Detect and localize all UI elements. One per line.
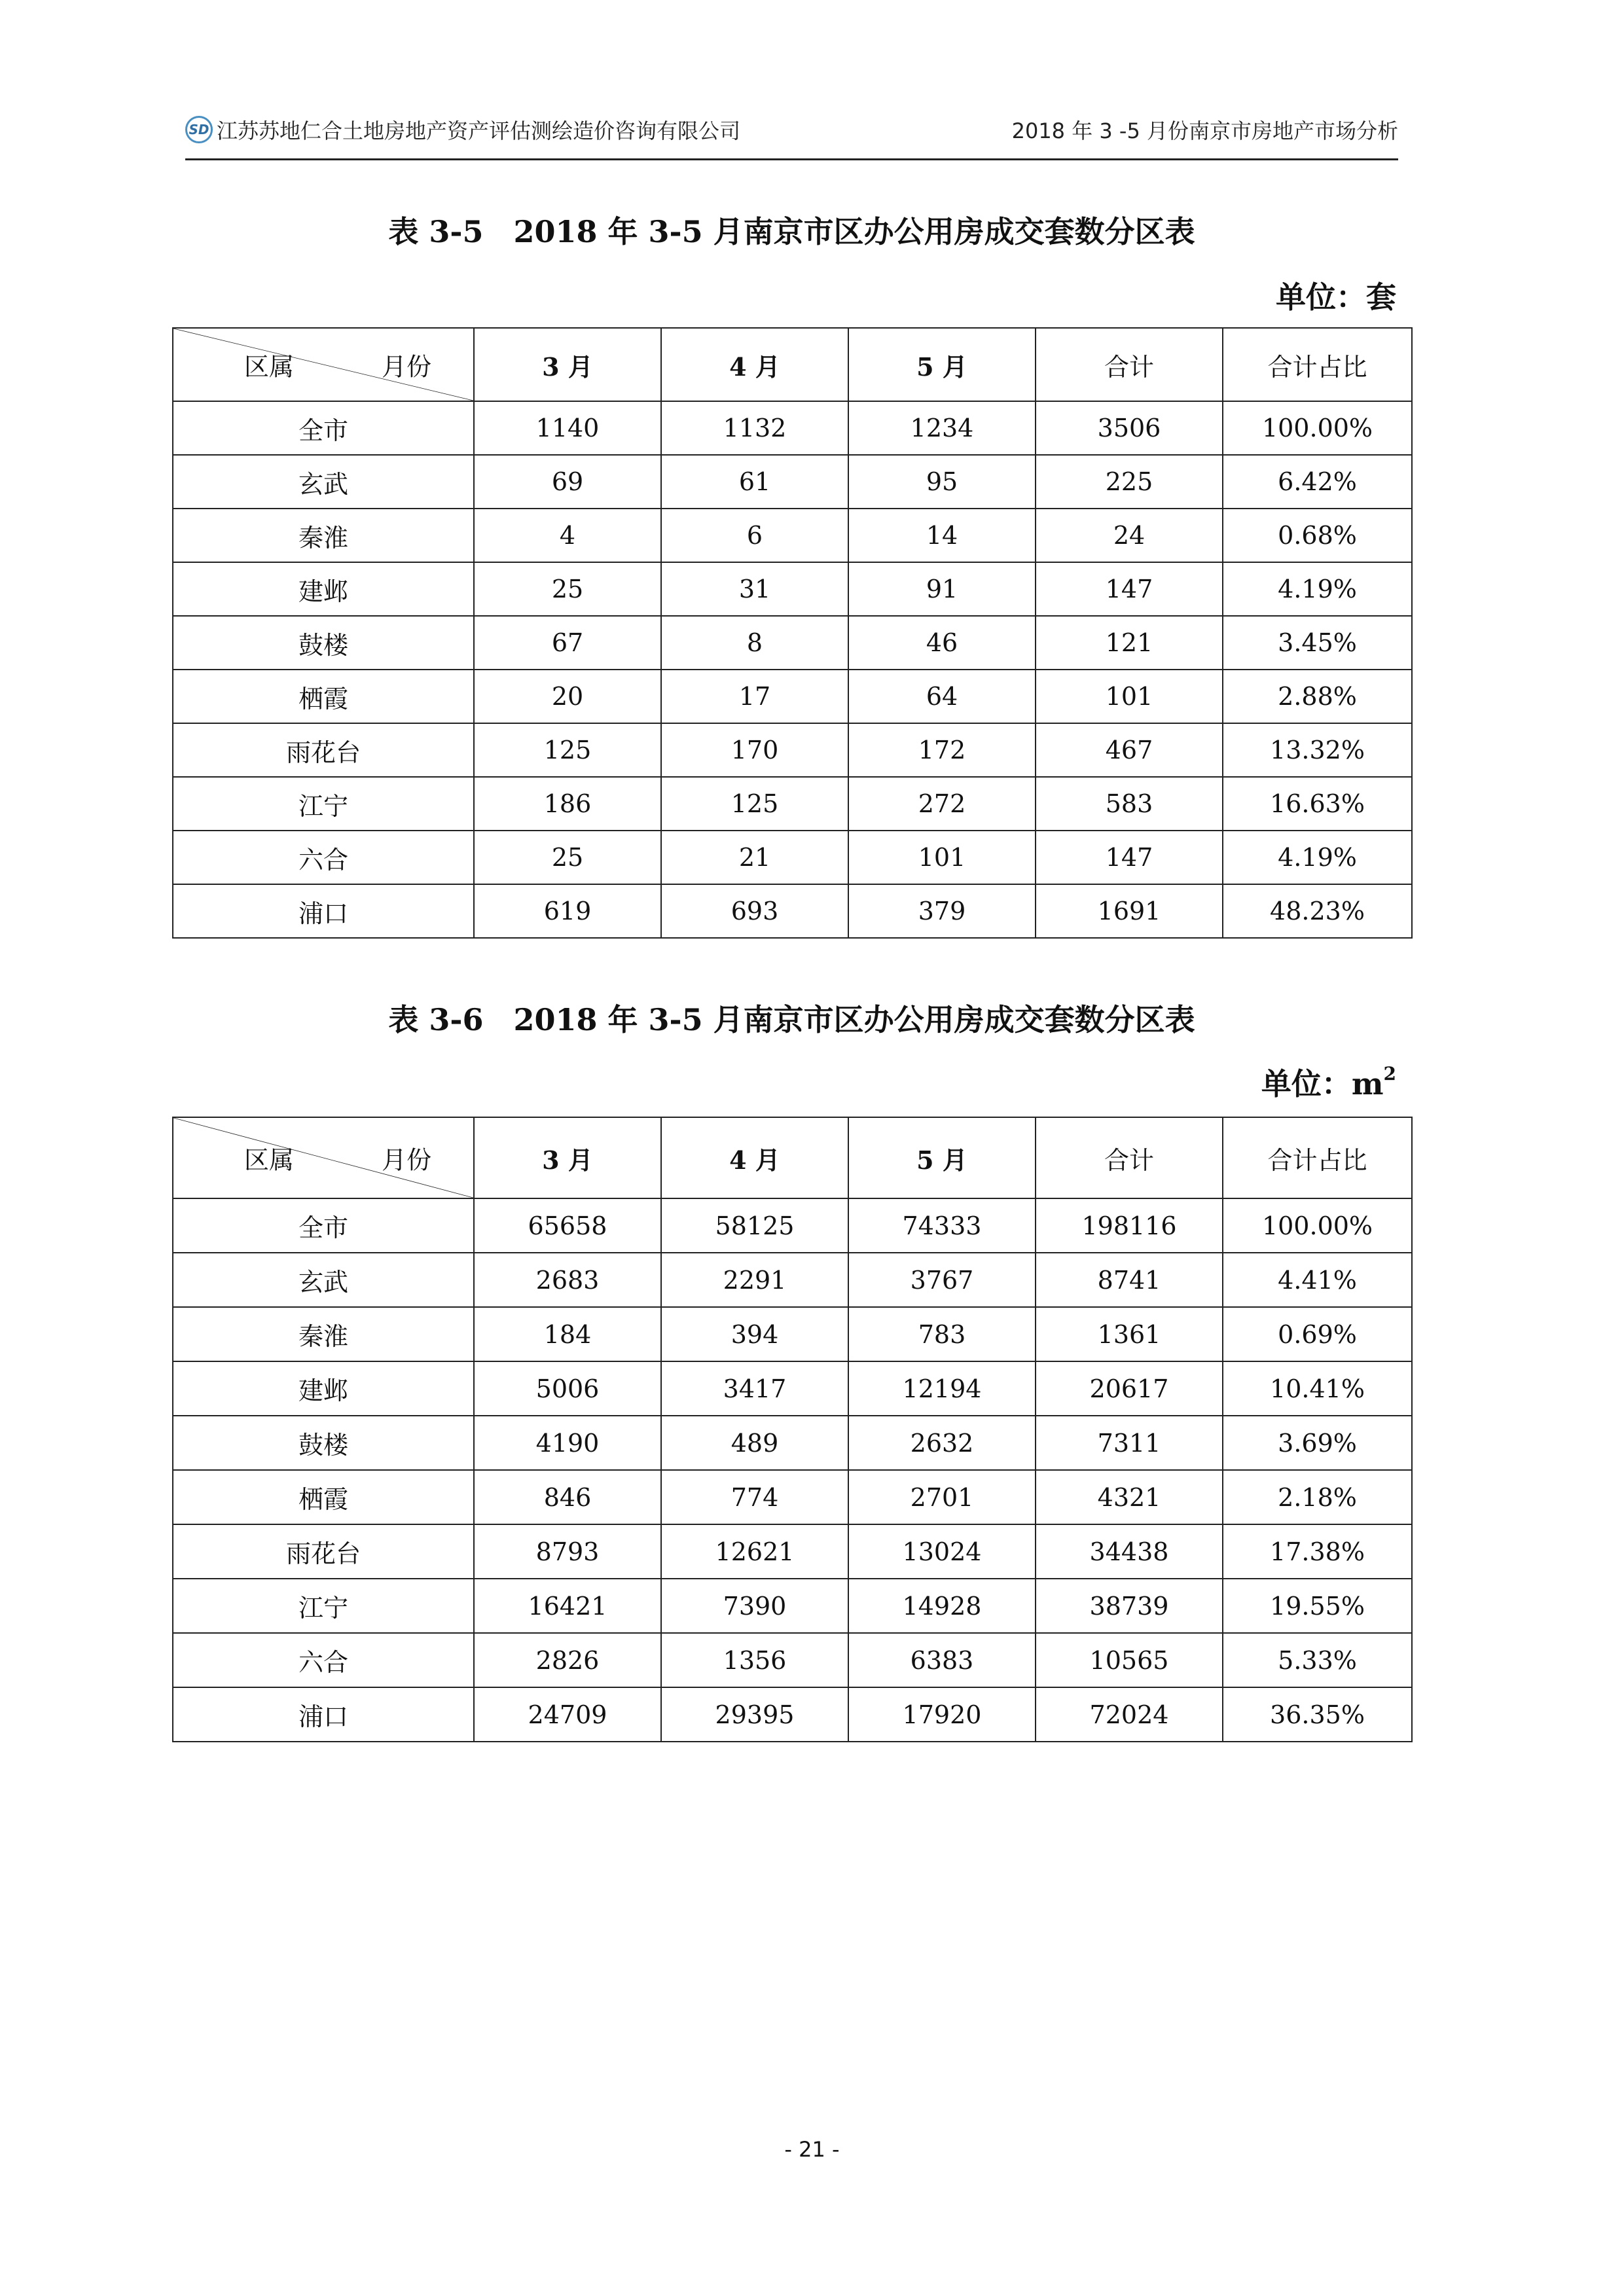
value-cell: 774 (661, 1470, 848, 1524)
value-cell: 125 (661, 777, 848, 831)
value-cell: 583 (1036, 777, 1223, 831)
value-cell: 6 (661, 509, 848, 562)
value-cell: 2826 (474, 1633, 661, 1687)
value-cell: 2.18% (1223, 1470, 1412, 1524)
value-cell: 147 (1036, 831, 1223, 884)
value-cell: 24709 (474, 1687, 661, 1742)
district-cell: 秦淮 (173, 1307, 474, 1361)
value-cell: 25 (474, 562, 661, 616)
value-cell: 2683 (474, 1253, 661, 1307)
value-cell: 21 (661, 831, 848, 884)
district-cell: 江宁 (173, 777, 474, 831)
table2-header-row (173, 1117, 1412, 1198)
value-cell: 489 (661, 1416, 848, 1470)
value-cell: 467 (1036, 723, 1223, 777)
value-cell: 3417 (661, 1361, 848, 1416)
value-cell: 198116 (1036, 1198, 1223, 1253)
value-cell: 61 (661, 455, 848, 509)
value-cell: 2632 (848, 1416, 1036, 1470)
table1-col-apr: 4 月 (661, 328, 848, 401)
value-cell: 5006 (474, 1361, 661, 1416)
table-row (173, 1253, 1412, 1307)
value-cell: 20 (474, 670, 661, 723)
value-cell: 225 (1036, 455, 1223, 509)
table1-district-header: 区属 (244, 352, 295, 382)
table1-corner-cell (173, 328, 474, 401)
district-cell: 建邺 (173, 562, 474, 616)
value-cell: 170 (661, 723, 848, 777)
district-cell: 雨花台 (173, 723, 474, 777)
value-cell: 147 (1036, 562, 1223, 616)
value-cell: 3.45% (1223, 616, 1412, 670)
district-cell: 浦口 (173, 1687, 474, 1742)
table2-district-header: 区属 (244, 1145, 295, 1175)
value-cell: 17 (661, 670, 848, 723)
table2-title: 表 3-6 2018 年 3-5 月南京市区办公用房成交套数分区表 (388, 1002, 1195, 1037)
table2-corner-cell (173, 1117, 474, 1198)
district-cell: 六合 (173, 831, 474, 884)
table2-col-total: 合计 (1036, 1117, 1223, 1198)
value-cell: 8741 (1036, 1253, 1223, 1307)
table2-col-mar: 3 月 (474, 1117, 661, 1198)
table2-col-may: 5 月 (848, 1117, 1036, 1198)
value-cell: 10565 (1036, 1633, 1223, 1687)
district-cell: 栖霞 (173, 670, 474, 723)
value-cell: 101 (848, 831, 1036, 884)
header-divider (185, 158, 1398, 160)
report-title: 2018 年 3 -5 月份南京市房地产市场分析 (1011, 118, 1398, 143)
table-row (173, 1361, 1412, 1416)
value-cell: 1356 (661, 1633, 848, 1687)
value-cell: 24 (1036, 509, 1223, 562)
value-cell: 13.32% (1223, 723, 1412, 777)
district-cell: 鼓楼 (173, 616, 474, 670)
table-row (173, 1198, 1412, 1253)
company-logo-icon: SD (185, 116, 213, 143)
district-cell: 秦淮 (173, 509, 474, 562)
value-cell: 17920 (848, 1687, 1036, 1742)
value-cell: 1361 (1036, 1307, 1223, 1361)
value-cell: 48.23% (1223, 884, 1412, 938)
table-row (173, 1307, 1412, 1361)
table1-title: 表 3-5 2018 年 3-5 月南京市区办公用房成交套数分区表 (388, 214, 1195, 249)
value-cell: 100.00% (1223, 401, 1412, 455)
company-name: 江苏苏地仁合土地房地产资产评估测绘造价咨询有限公司 (217, 118, 741, 143)
value-cell: 379 (848, 884, 1036, 938)
value-cell: 14928 (848, 1579, 1036, 1633)
value-cell: 172 (848, 723, 1036, 777)
district-cell: 建邺 (173, 1361, 474, 1416)
table1-col-mar: 3 月 (474, 328, 661, 401)
value-cell: 1691 (1036, 884, 1223, 938)
district-cell: 浦口 (173, 884, 474, 938)
value-cell: 12621 (661, 1524, 848, 1579)
table2-unit-base: m (1351, 1066, 1384, 1102)
table-row (173, 884, 1412, 938)
district-cell: 六合 (173, 1633, 474, 1687)
page-number: - 21 - (784, 2137, 840, 2162)
value-cell: 4.41% (1223, 1253, 1412, 1307)
value-cell: 272 (848, 777, 1036, 831)
value-cell: 4321 (1036, 1470, 1223, 1524)
value-cell: 4190 (474, 1416, 661, 1470)
table-row (173, 1687, 1412, 1742)
district-cell: 栖霞 (173, 1470, 474, 1524)
table-row (173, 509, 1412, 562)
value-cell: 4.19% (1223, 562, 1412, 616)
value-cell: 0.68% (1223, 509, 1412, 562)
value-cell: 3.69% (1223, 1416, 1412, 1470)
value-cell: 6383 (848, 1633, 1036, 1687)
table-row (173, 1633, 1412, 1687)
value-cell: 2291 (661, 1253, 848, 1307)
district-cell: 江宁 (173, 1579, 474, 1633)
value-cell: 46 (848, 616, 1036, 670)
value-cell: 36.35% (1223, 1687, 1412, 1742)
value-cell: 1132 (661, 401, 848, 455)
value-cell: 34438 (1036, 1524, 1223, 1579)
table-row (173, 562, 1412, 616)
value-cell: 783 (848, 1307, 1036, 1361)
value-cell: 846 (474, 1470, 661, 1524)
value-cell: 31 (661, 562, 848, 616)
value-cell: 74333 (848, 1198, 1036, 1253)
table2-col-share: 合计占比 (1223, 1117, 1412, 1198)
value-cell: 14 (848, 509, 1036, 562)
table-row (173, 455, 1412, 509)
value-cell: 29395 (661, 1687, 848, 1742)
table-row (173, 1470, 1412, 1524)
table-row (173, 616, 1412, 670)
value-cell: 12194 (848, 1361, 1036, 1416)
table-row (173, 831, 1412, 884)
value-cell: 394 (661, 1307, 848, 1361)
table2-unit (1261, 1060, 1396, 1103)
value-cell: 5.33% (1223, 1633, 1412, 1687)
table1-col-may: 5 月 (848, 328, 1036, 401)
table1-header-row (173, 328, 1412, 401)
value-cell: 8 (661, 616, 848, 670)
value-cell: 125 (474, 723, 661, 777)
table-row (173, 723, 1412, 777)
value-cell: 91 (848, 562, 1036, 616)
value-cell: 186 (474, 777, 661, 831)
value-cell: 121 (1036, 616, 1223, 670)
value-cell: 1140 (474, 401, 661, 455)
table1-col-share: 合计占比 (1223, 328, 1412, 401)
value-cell: 101 (1036, 670, 1223, 723)
value-cell: 69 (474, 455, 661, 509)
value-cell: 619 (474, 884, 661, 938)
value-cell: 1234 (848, 401, 1036, 455)
value-cell: 7390 (661, 1579, 848, 1633)
district-cell: 全市 (173, 401, 474, 455)
table2-month-header: 月份 (382, 1145, 432, 1175)
value-cell: 10.41% (1223, 1361, 1412, 1416)
table-row (173, 777, 1412, 831)
value-cell: 693 (661, 884, 848, 938)
table-row (173, 1524, 1412, 1579)
value-cell: 2.88% (1223, 670, 1412, 723)
value-cell: 72024 (1036, 1687, 1223, 1742)
district-cell: 雨花台 (173, 1524, 474, 1579)
table2-unit-prefix: 单位： (1261, 1066, 1352, 1102)
value-cell: 4 (474, 509, 661, 562)
value-cell: 58125 (661, 1198, 848, 1253)
table2 (172, 1117, 1413, 1742)
value-cell: 8793 (474, 1524, 661, 1579)
table-row (173, 670, 1412, 723)
district-cell: 鼓楼 (173, 1416, 474, 1470)
table1 (172, 327, 1413, 939)
value-cell: 13024 (848, 1524, 1036, 1579)
value-cell: 17.38% (1223, 1524, 1412, 1579)
value-cell: 38739 (1036, 1579, 1223, 1633)
table-row (173, 1579, 1412, 1633)
header-company-block (185, 115, 740, 145)
table1-col-total: 合计 (1036, 328, 1223, 401)
value-cell: 95 (848, 455, 1036, 509)
value-cell: 6.42% (1223, 455, 1412, 509)
value-cell: 3767 (848, 1253, 1036, 1307)
district-cell: 玄武 (173, 1253, 474, 1307)
table2-col-apr: 4 月 (661, 1117, 848, 1198)
value-cell: 100.00% (1223, 1198, 1412, 1253)
table-row (173, 1416, 1412, 1470)
value-cell: 65658 (474, 1198, 661, 1253)
value-cell: 25 (474, 831, 661, 884)
table1-unit: 单位：套 (1276, 279, 1396, 315)
table-row (173, 401, 1412, 455)
value-cell: 16421 (474, 1579, 661, 1633)
page-header (185, 103, 1398, 156)
value-cell: 20617 (1036, 1361, 1223, 1416)
value-cell: 2701 (848, 1470, 1036, 1524)
value-cell: 67 (474, 616, 661, 670)
value-cell: 0.69% (1223, 1307, 1412, 1361)
district-cell: 玄武 (173, 455, 474, 509)
table1-month-header: 月份 (382, 352, 432, 382)
value-cell: 184 (474, 1307, 661, 1361)
value-cell: 19.55% (1223, 1579, 1412, 1633)
table2-unit-exponent: 2 (1383, 1063, 1396, 1085)
value-cell: 16.63% (1223, 777, 1412, 831)
value-cell: 4.19% (1223, 831, 1412, 884)
value-cell: 64 (848, 670, 1036, 723)
district-cell: 全市 (173, 1198, 474, 1253)
value-cell: 7311 (1036, 1416, 1223, 1470)
value-cell: 3506 (1036, 401, 1223, 455)
